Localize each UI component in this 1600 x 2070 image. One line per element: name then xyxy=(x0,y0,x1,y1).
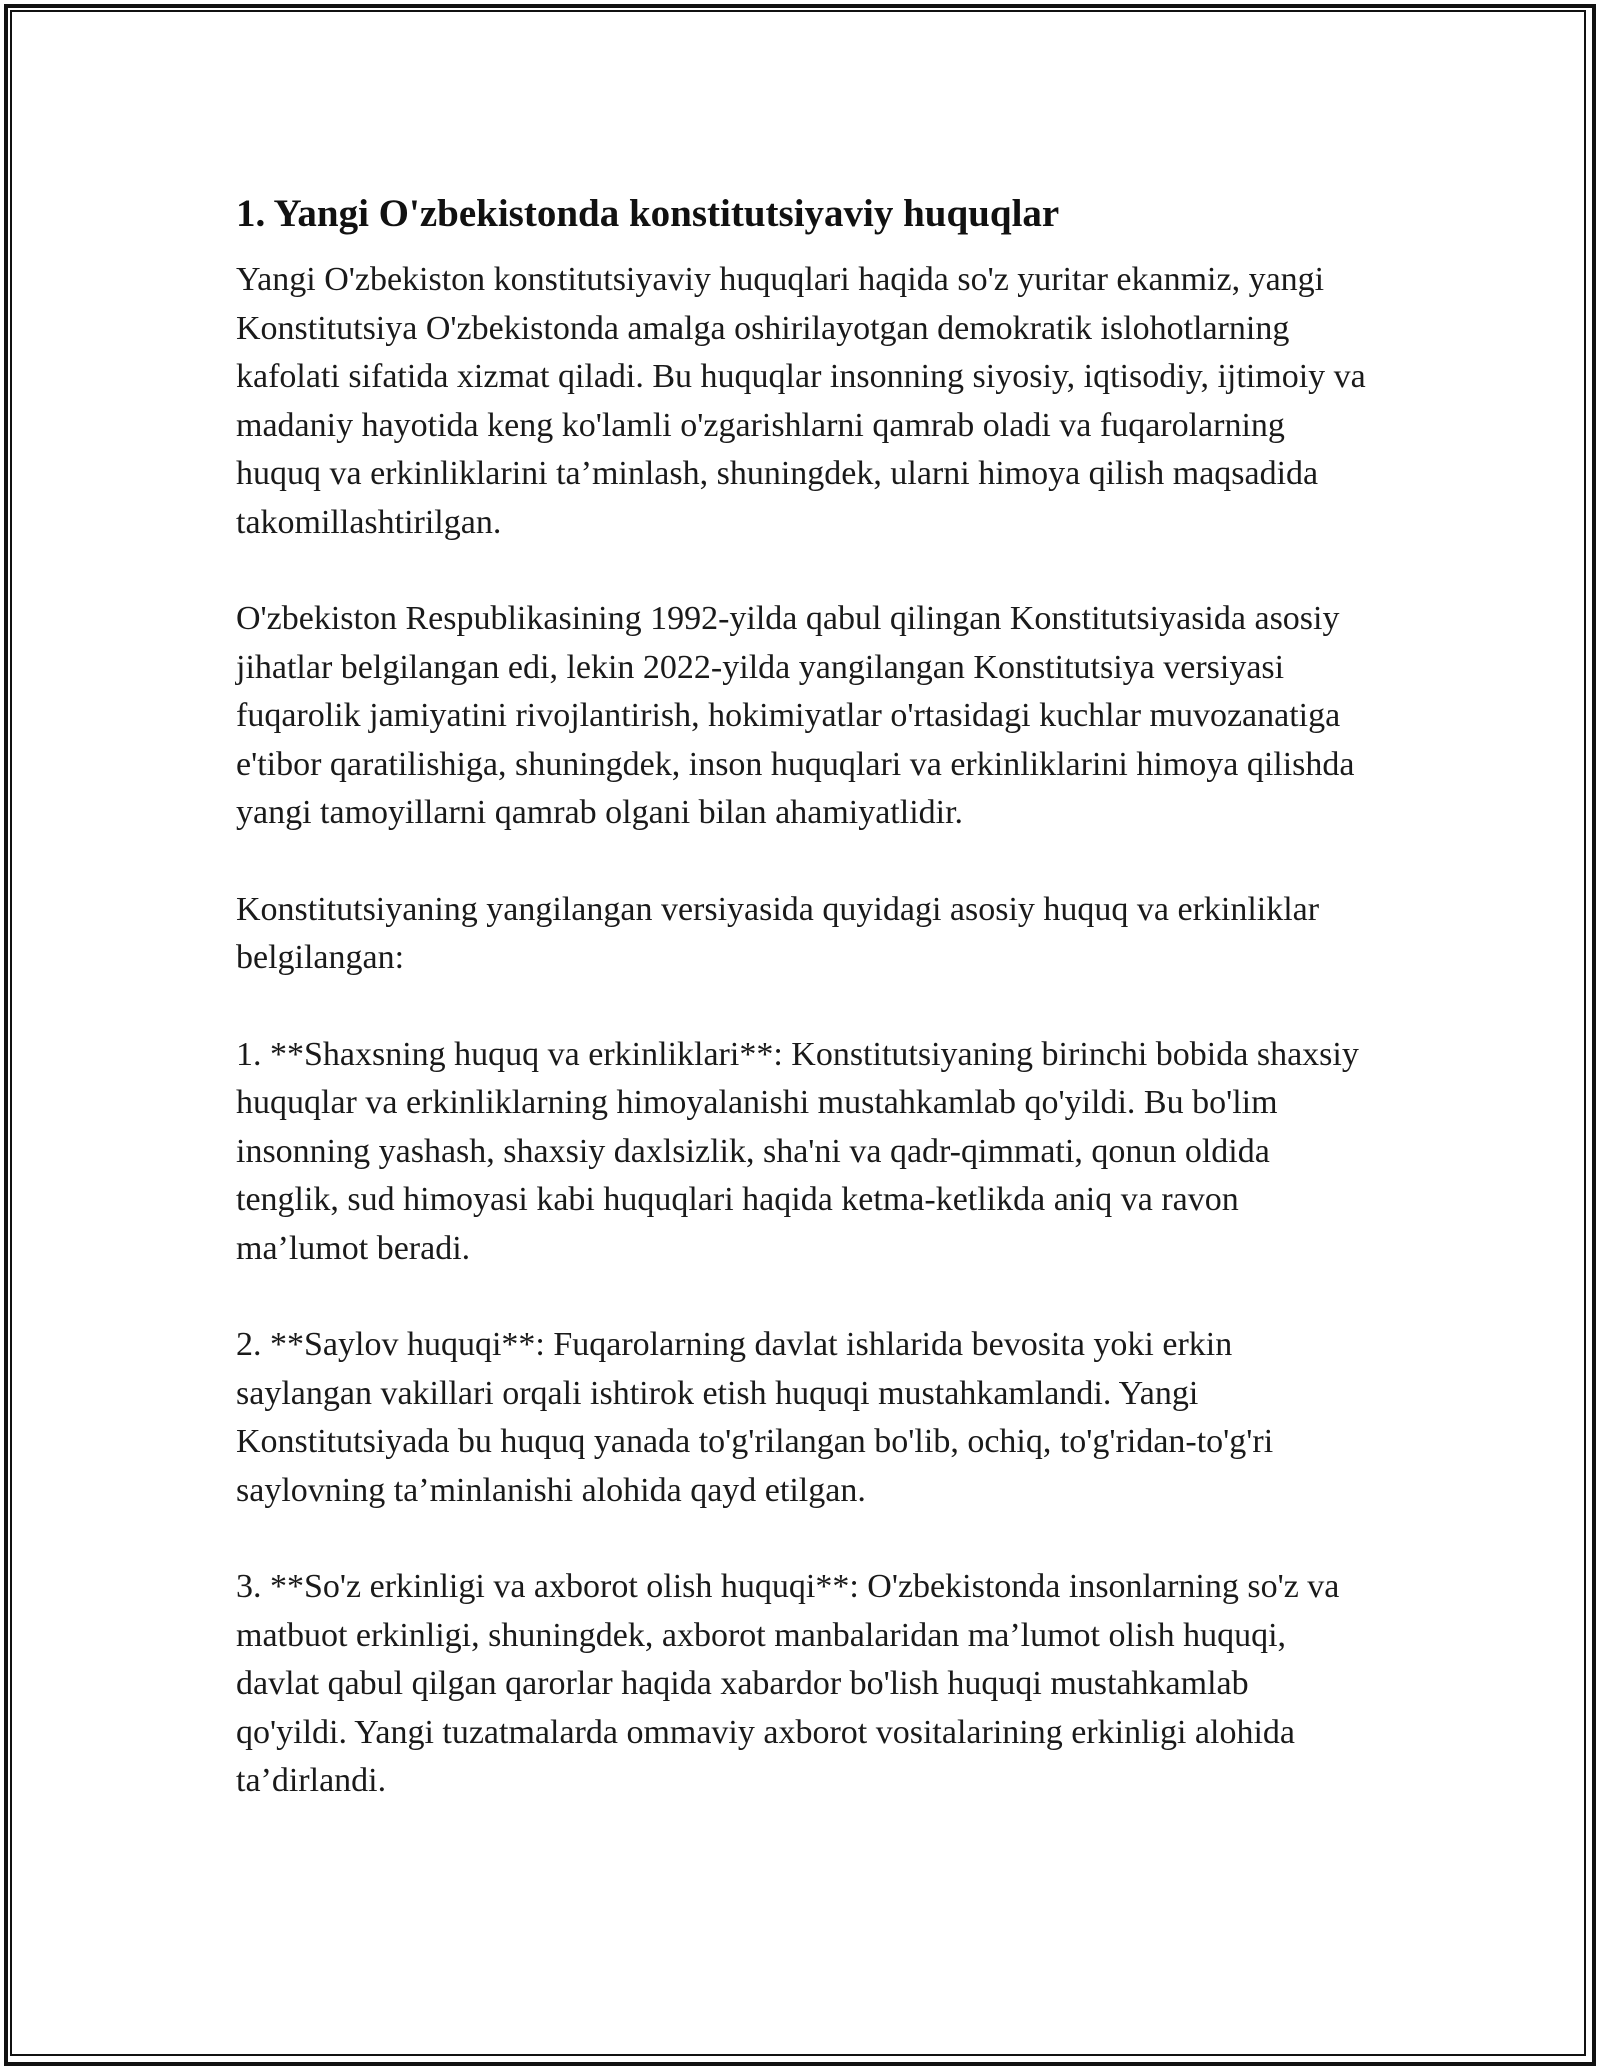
section-heading: 1. Yangi O'zbekistonda konstitutsiyaviy huquqlar xyxy=(236,192,1060,235)
paragraph-history: O'zbekiston Respublikasining 1992-yilda qabul qilingan Konstitutsiyasida asosiy jihatlar belgilangan edi, lekin 2022-yilda yangilangan Konstitutsiya versiyasi fuqarolik jamiyatini rivojlantirish, hokimiyatlar o'rtasidagi kuchlar muvozanatiga e'tibor qaratilishiga, shuningdek, inson huquqlari va erkinliklarini himoya qilishda yangi tamoyillarni qamrab olgani bilan ahamiyatlidir. xyxy=(236,600,1355,831)
list-item-personal-rights: 1. **Shaxsning huquq va erkinliklari**: Konstitutsiyaning birinchi bobida shaxsiy huquqlar va erkinliklarning himoyalanishi mustahkamlab qo'yildi. Bu bo'lim insonning yashash, shaxsiy daxlsizlik, sha'ni va qadr-qimmati, qonun oldida tenglik, sud himoyasi kabi huquqlari haqida ketma-ketlikda aniq va ravon ma’lumot beradi. xyxy=(236,1035,1359,1267)
document-body xyxy=(236,186,1366,1854)
list-item-voting-rights: 2. **Saylov huquqi**: Fuqarolarning davlat ishlarida bevosita yoki erkin saylangan vakillari orqali ishtirok etish huquqi mustahkamlandi. Yangi Konstitutsiyada bu huquq yanada to'g'rilangan bo'lib, ochiq, to'g'ridan-to'g'ri saylovning ta’minlanishi alohida qayd etilgan. xyxy=(236,1326,1274,1509)
paragraph-intro: Yangi O'zbekiston konstitutsiyaviy huquqlari haqida so'z yuritar ekanmiz, yangi Konstitutsiya O'zbekistonda amalga oshirilayotgan demokratik islohotlarning kafolati sifatida xizmat qiladi. Bu huquqlar insonning siyosiy, iqtisodiy, ijtimoiy va madaniy hayotida keng ko'lamli o'zgarishlarni qamrab oladi va fuqarolarning huquq va erkinliklarini ta’minlash, shuningdek, ularni himoya qilish maqsadida takomillashtirilgan. xyxy=(236,261,1366,541)
paragraph-list-intro: Konstitutsiyaning yangilangan versiyasida quyidagi asosiy huquq va erkinliklar belgilangan: xyxy=(236,890,1320,976)
list-item-free-speech: 3. **So'z erkinligi va axborot olish huquqi**: O'zbekistonda insonlarning so'z va matbuot erkinligi, shuningdek, axborot manbalaridan ma’lumot olish huquqi, davlat qabul qilgan qarorlar haqida xabardor bo'lish huquqi mustahkamlab qo'yildi. Yangi tuzatmalarda ommaviy axborot vositalarining erkinligi alohida ta’dirlandi. xyxy=(236,1568,1340,1799)
